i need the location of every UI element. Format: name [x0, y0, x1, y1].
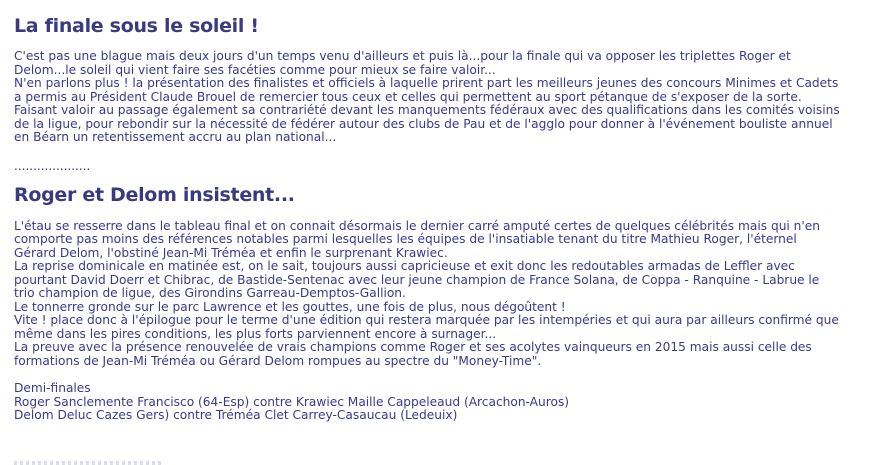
bottom-divider	[14, 461, 164, 465]
text-line: Vite ! place donc à l'épilogue pour le terme d'une édition qui restera marquée par les intempéries et qui aura par ailleurs confirmé que	[14, 313, 839, 327]
text-line: Faisant valoir au passage également sa contrariété devant les manquements fédéraux avec des qualifications dans les comités voisins	[14, 103, 840, 117]
text-line: Delom...le soleil qui vient faire ses facéties comme pour mieux se faire valoir...	[14, 62, 496, 77]
text-line: comporte pas moins des références notables parmi lesquelles les équipes de l'insatiable tenant du titre Mathieu Roger, l'éternel	[14, 232, 797, 246]
text-line: Gérard Delom, l'obstiné Jean-Mi Tréméa et enfin le surprenant Krawiec.	[14, 245, 448, 260]
article-title-finale: La finale sous le soleil !	[14, 15, 259, 37]
paragraph-report	[14, 220, 870, 369]
text-line: La preuve avec la présence renouvelée de vrais champions comme Roger et ses acolytes vainqueurs en 2015 mais aussi celle des	[14, 340, 812, 354]
dotted-separator: ....................	[14, 158, 91, 173]
text-line: même dans les pires conditions, les plus forts parviennent encore à surnager...	[14, 326, 497, 341]
semi-finals-list	[14, 382, 870, 423]
text-line: formations de Jean-Mi Tréméa ou Gérard Delom rompues au spectre du "Money-Time".	[14, 353, 542, 368]
article-title-roger-delom: Roger et Delom insistent...	[14, 183, 295, 206]
text-line: trio champion de ligue, des Girondins Garreau-Demptos-Gallion.	[14, 286, 406, 300]
text-line: de la ligue, pour rebondir sur la nécessité de fédérer autour des clubs de Pau et de l'agglo pour donner à l'événement bouliste annuel	[14, 116, 833, 131]
semi-finals-heading: Demi-finales	[14, 381, 91, 395]
semi-final-match: Delom Deluc Cazes Gers) contre Tréméa Clet Carrey-Casaucau (Ledeuix)	[14, 408, 458, 422]
text-line: C'est pas une blague mais deux jours d'un temps venu d'ailleurs et puis là...pour la finale qui va opposer les triplettes Roger et	[14, 49, 791, 63]
paragraph-intro	[14, 50, 870, 145]
text-line: La reprise dominicale en matinée est, on le sait, toujours aussi capricieuse et exit donc les redoutables armadas de Leffler avec	[14, 259, 795, 273]
text-line: a permis au Président Claude Brouel de remercier tous ceux et celles qui permettent au sport pétanque de s'exposer de la sorte.	[14, 89, 802, 104]
text-line: en Béarn un retentissement accru au plan national...	[14, 130, 337, 144]
text-line: N'en parlons plus ! la présentation des finalistes et officiels à laquelle prirent part les meilleurs jeunes des concours Minimes et Cadets	[14, 76, 839, 90]
text-line: L'étau se resserre dans le tableau final et on connait désormais le dernier carré amputé certes de quelques célébrités mais qui n'en	[14, 218, 820, 233]
semi-final-match: Roger Sanclemente Francisco (64-Esp) contre Krawiec Maille Cappeleaud (Arcachon-Auros)	[14, 394, 570, 409]
text-line: Le tonnerre gronde sur le parc Lawrence et les gouttes, une fois de plus, nous dégoûtent !	[14, 299, 566, 314]
text-line: pourtant David Doerr et Chibrac, de Bastide-Sentenac avec leur jeune champion de France Solana, de Coppa - Ranquine - Labrue le	[14, 272, 820, 287]
